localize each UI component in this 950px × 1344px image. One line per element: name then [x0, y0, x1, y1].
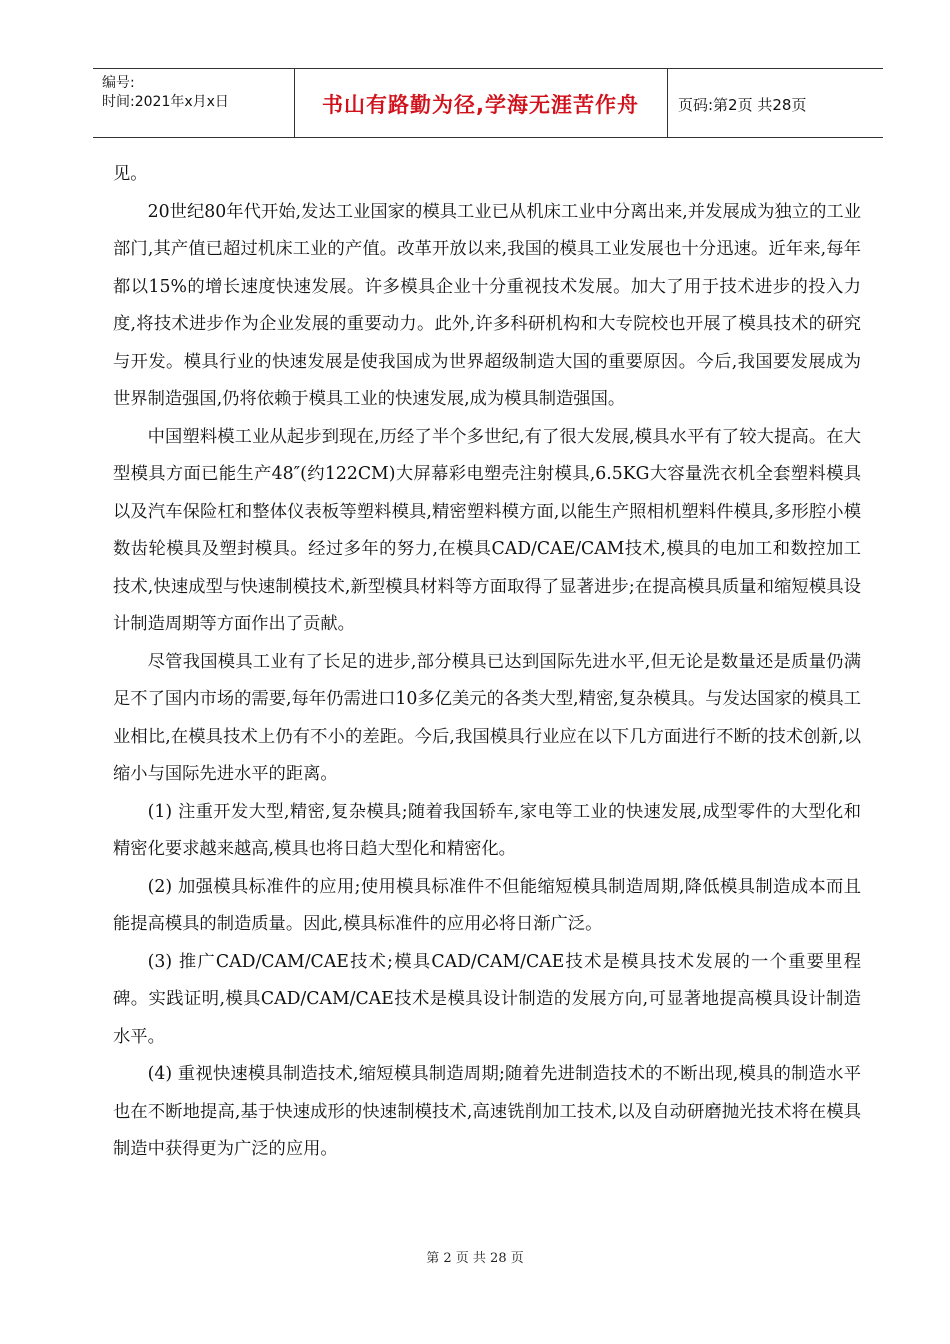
document-time-label: 时间:2021年x月x日: [102, 94, 229, 110]
header-page-number: 页码:第2页 共28页: [678, 96, 807, 114]
list-item: (1) 注重开发大型,精密,复杂模具;随着我国轿车,家电等工业的快速发展,成型零件的大型化和精密化要求越来越高,模具也将日趋大型化和精密化。: [113, 801, 861, 859]
document-number-label: 编号:: [102, 75, 135, 91]
paragraph: 尽管我国模具工业有了长足的进步,部分模具已达到国际先进水平,但无论是数量还是质量仍满足不了国内市场的需要,每年仍需进口10多亿美元的各类大型,精密,复杂模具。与发达国家的模具工业相比,在模具技术上仍有不小的差距。今后,我国模具行业应在以下几方面进行不断的技术创新,以缩小与国际先进水平的距离。: [113, 651, 861, 784]
header-motto: 书山有路勤为径,学海无涯苦作舟: [322, 93, 639, 117]
paragraph-continuation: 见。: [113, 164, 148, 184]
list-item: (3) 推广CAD/CAM/CAE技术;模具CAD/CAM/CAE技术是模具技术发展的一个重要里程碑。实践证明,模具CAD/CAM/CAE技术是模具设计制造的发展方向,可显著地提高模具设计制造水平。: [113, 951, 861, 1047]
header-motto-cell: [294, 69, 668, 137]
page-footer: 第 2 页 共 28 页: [426, 1251, 524, 1266]
list-item: (2) 加强模具标准件的应用;使用模具标准件不但能缩短模具制造周期,降低模具制造成本而且能提高模具的制造质量。因此,模具标准件的应用必将日渐广泛。: [113, 876, 861, 934]
document-body: [113, 156, 861, 1169]
header-page-cell: [668, 69, 883, 137]
list-item: (4) 重视快速模具制造技术,缩短模具制造周期;随着先进制造技术的不断出现,模具的制造水平也在不断地提高,基于快速成形的快速制模技术,高速铣削加工技术,以及自动研磨抛光技术将在模具制造中获得更为广泛的应用。: [113, 1064, 861, 1159]
paragraph: 中国塑料模工业从起步到现在,历经了半个多世纪,有了很大发展,模具水平有了较大提高。在大型模具方面已能生产48″(约122CM)大屏幕彩电塑壳注射模具,6.5KG大容量洗衣机全套塑料模具以及汽车保险杠和整体仪表板等塑料模具,精密塑料模方面,以能生产照相机塑料件模具,多形腔小模数齿轮模具及塑封模具。经过多年的努力,在模具CAD/CAE/CAM技术,模具的电加工和数控加工技术,快速成型与快速制模技术,新型模具材料等方面取得了显著进步;在提高模具质量和缩短模具设计制造周期等方面作出了贡献。: [113, 426, 861, 634]
header-meta-cell: [93, 69, 295, 137]
page-header: [93, 68, 883, 138]
paragraph: 20世纪80年代开始,发达工业国家的模具工业已从机床工业中分离出来,并发展成为独立的工业部门,其产值已超过机床工业的产值。改革开放以来,我国的模具工业发展也十分迅速。近年来,每年都以15%的增长速度快速发展。许多模具企业十分重视技术发展。加大了用于技术进步的投入力度,将技术进步作为企业发展的重要动力。此外,许多科研机构和大专院校也开展了模具技术的研究与开发。模具行业的快速发展是使我国成为世界超级制造大国的重要原因。今后,我国要发展成为世界制造强国,仍将依赖于模具工业的快速发展,成为模具制造强国。: [113, 201, 861, 409]
